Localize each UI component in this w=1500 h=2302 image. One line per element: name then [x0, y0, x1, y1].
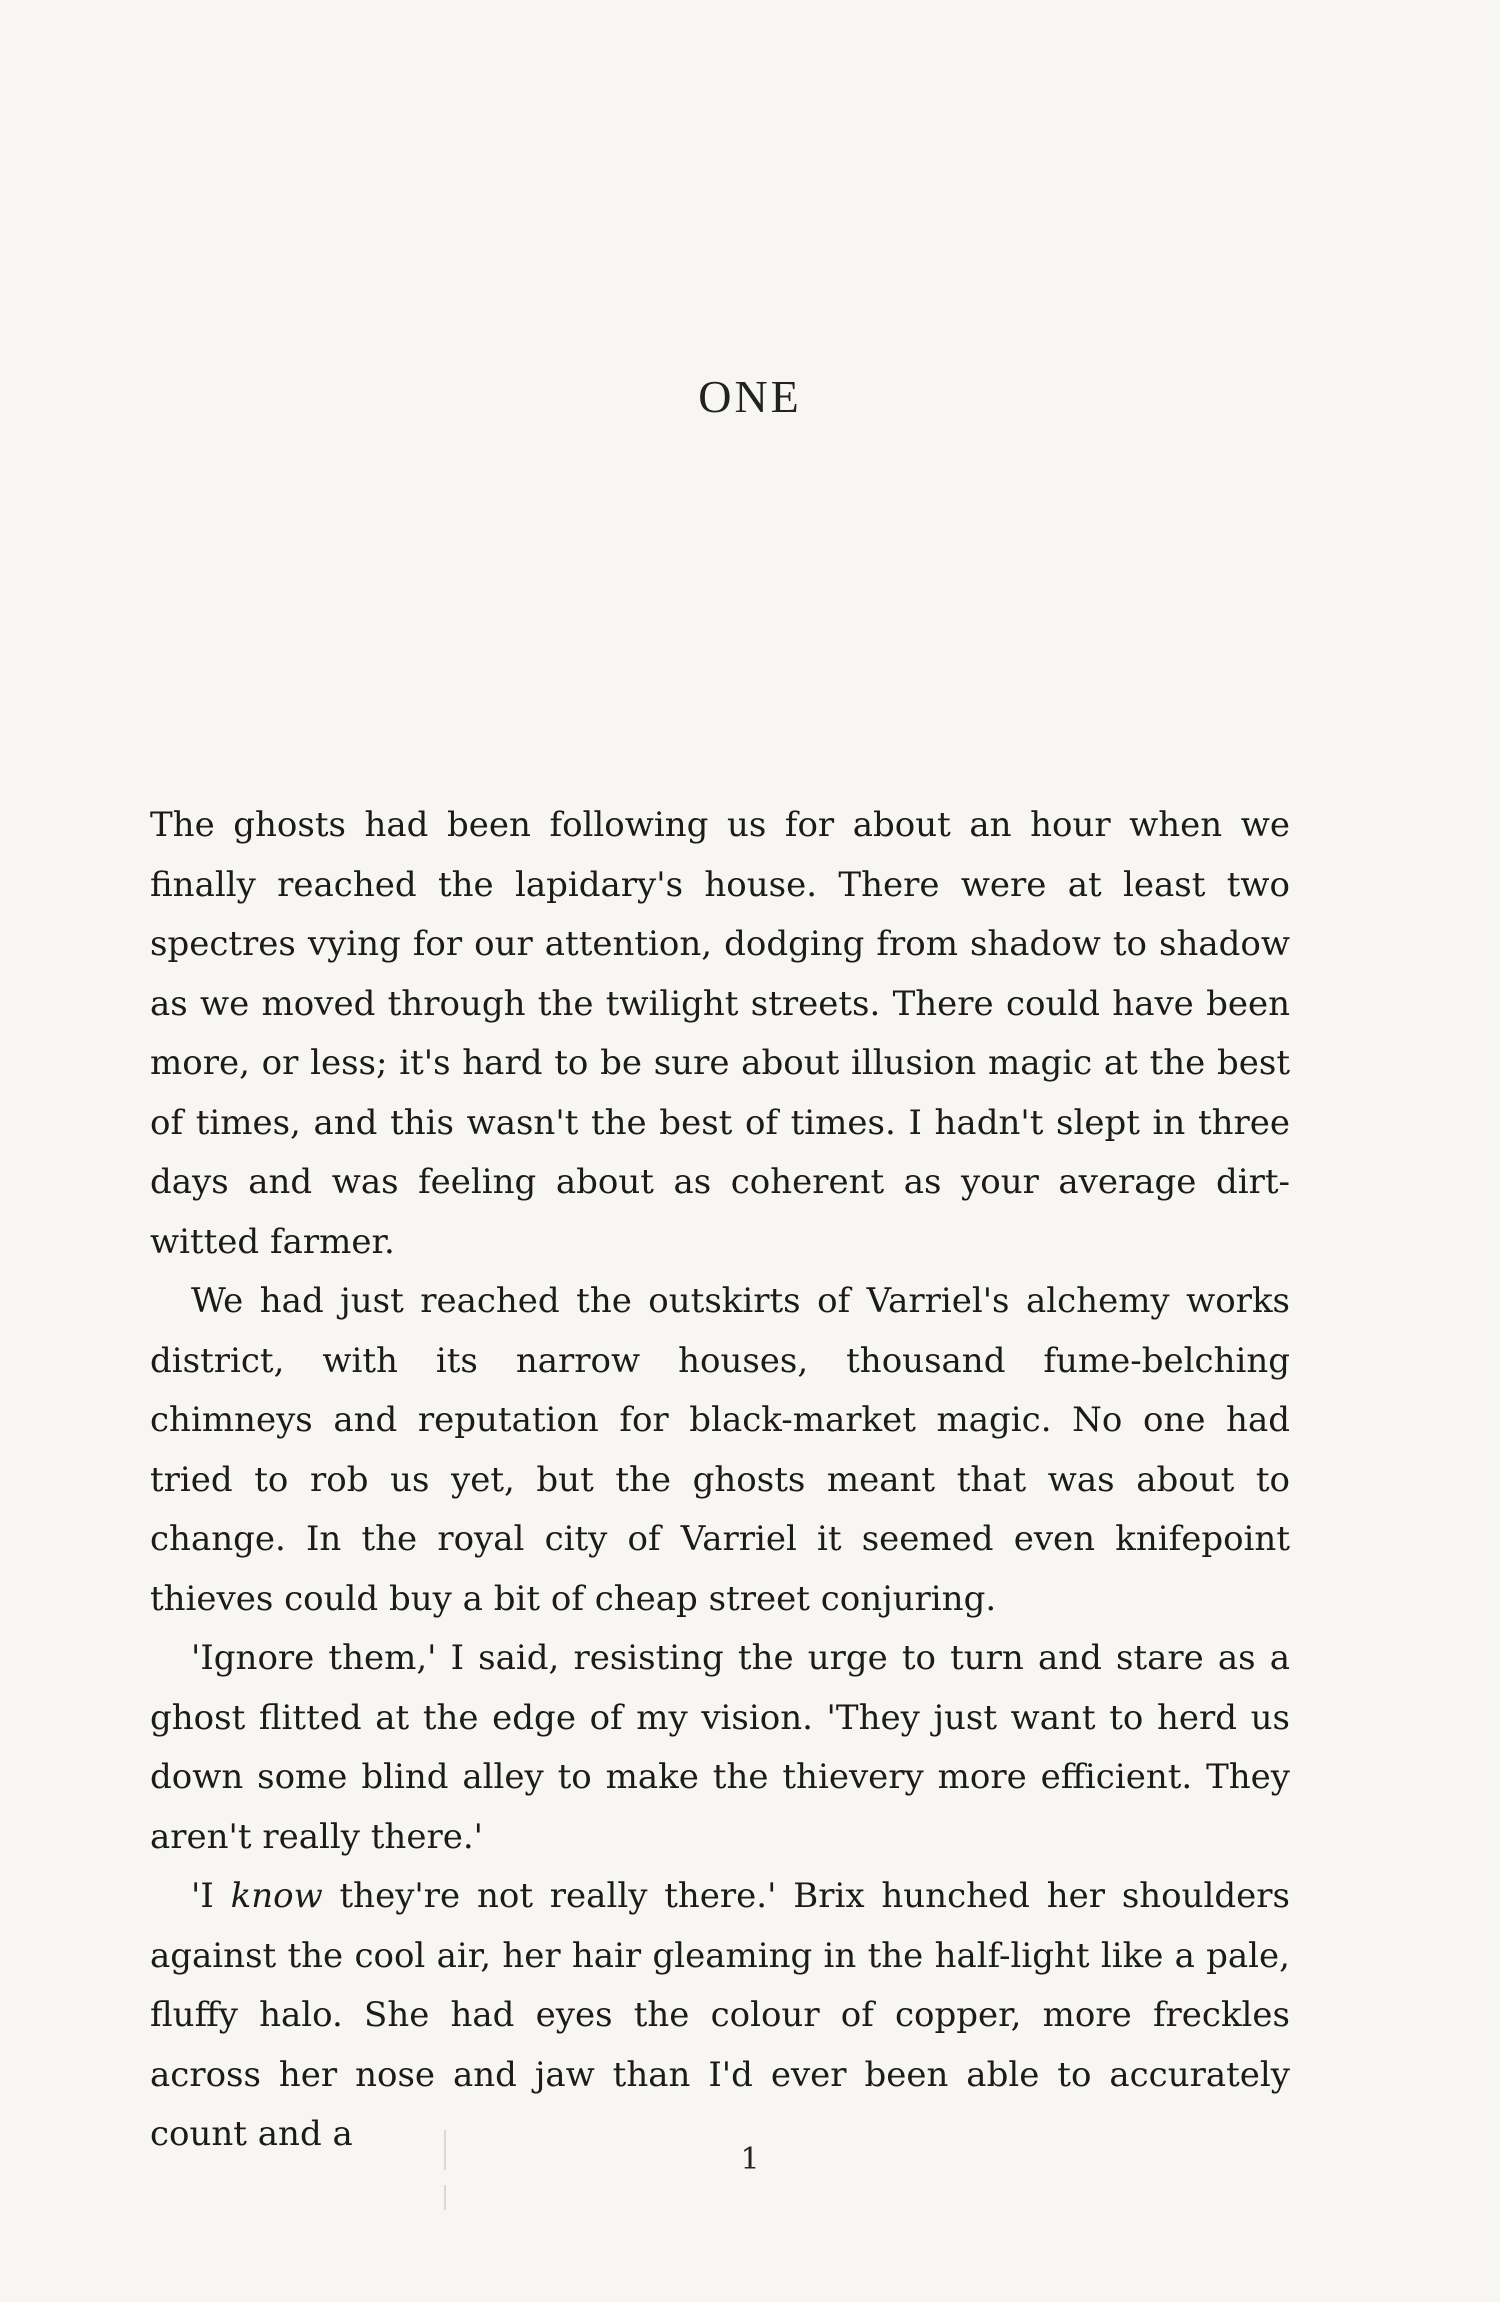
paragraph-text: We had just reached the outskirts of Varriel's alchemy works district, with its narrow houses, thousand fume-belching chimneys and reputation for black-market magic. No one had tried to rob us yet, but the ghosts meant that was about to change. In the royal city of Varriel it seemed even knifepoint thieves could buy a bit of cheap street conjuring. — [150, 1281, 1290, 1619]
paragraph — [150, 1272, 1290, 1629]
chapter-title: ONE — [698, 371, 802, 422]
page-number: 1 — [740, 2142, 760, 2177]
scan-artifact-line — [444, 2185, 446, 2210]
emphasis-text: know — [230, 1876, 323, 1916]
paragraph-text: The ghosts had been following us for about an hour when we finally reached the lapidary's house. There were at least two spectres vying for our attention, dodging from shadow to shadow as we moved through the twilight streets. There could have been more, or less; it's hard to be sure about illusion magic at the best of times, and this wasn't the best of times. I hadn't slept in three days and was feeling about as coherent as your average dirt-witted farmer. — [150, 805, 1290, 1262]
paragraph — [150, 1629, 1290, 1867]
paragraph — [150, 1867, 1290, 2165]
paragraph — [150, 796, 1290, 1272]
paragraph-text: they're not really there.' Brix hunched her shoulders against the cool air, her hair gleaming in the half-light like a pale, fluffy halo. She had eyes the colour of copper, more freckles across her nose and jaw than I'd ever been able to accurately count and a — [150, 1876, 1290, 2154]
chapter-body — [150, 796, 1290, 2165]
paragraph-text: 'I — [191, 1876, 231, 1916]
paragraph-text: 'Ignore them,' I said, resisting the urge to turn and stare as a ghost flitted at the edge of my vision. 'They just want to herd us down some blind alley to make the thievery more efficient. They aren't really there.' — [150, 1638, 1290, 1857]
